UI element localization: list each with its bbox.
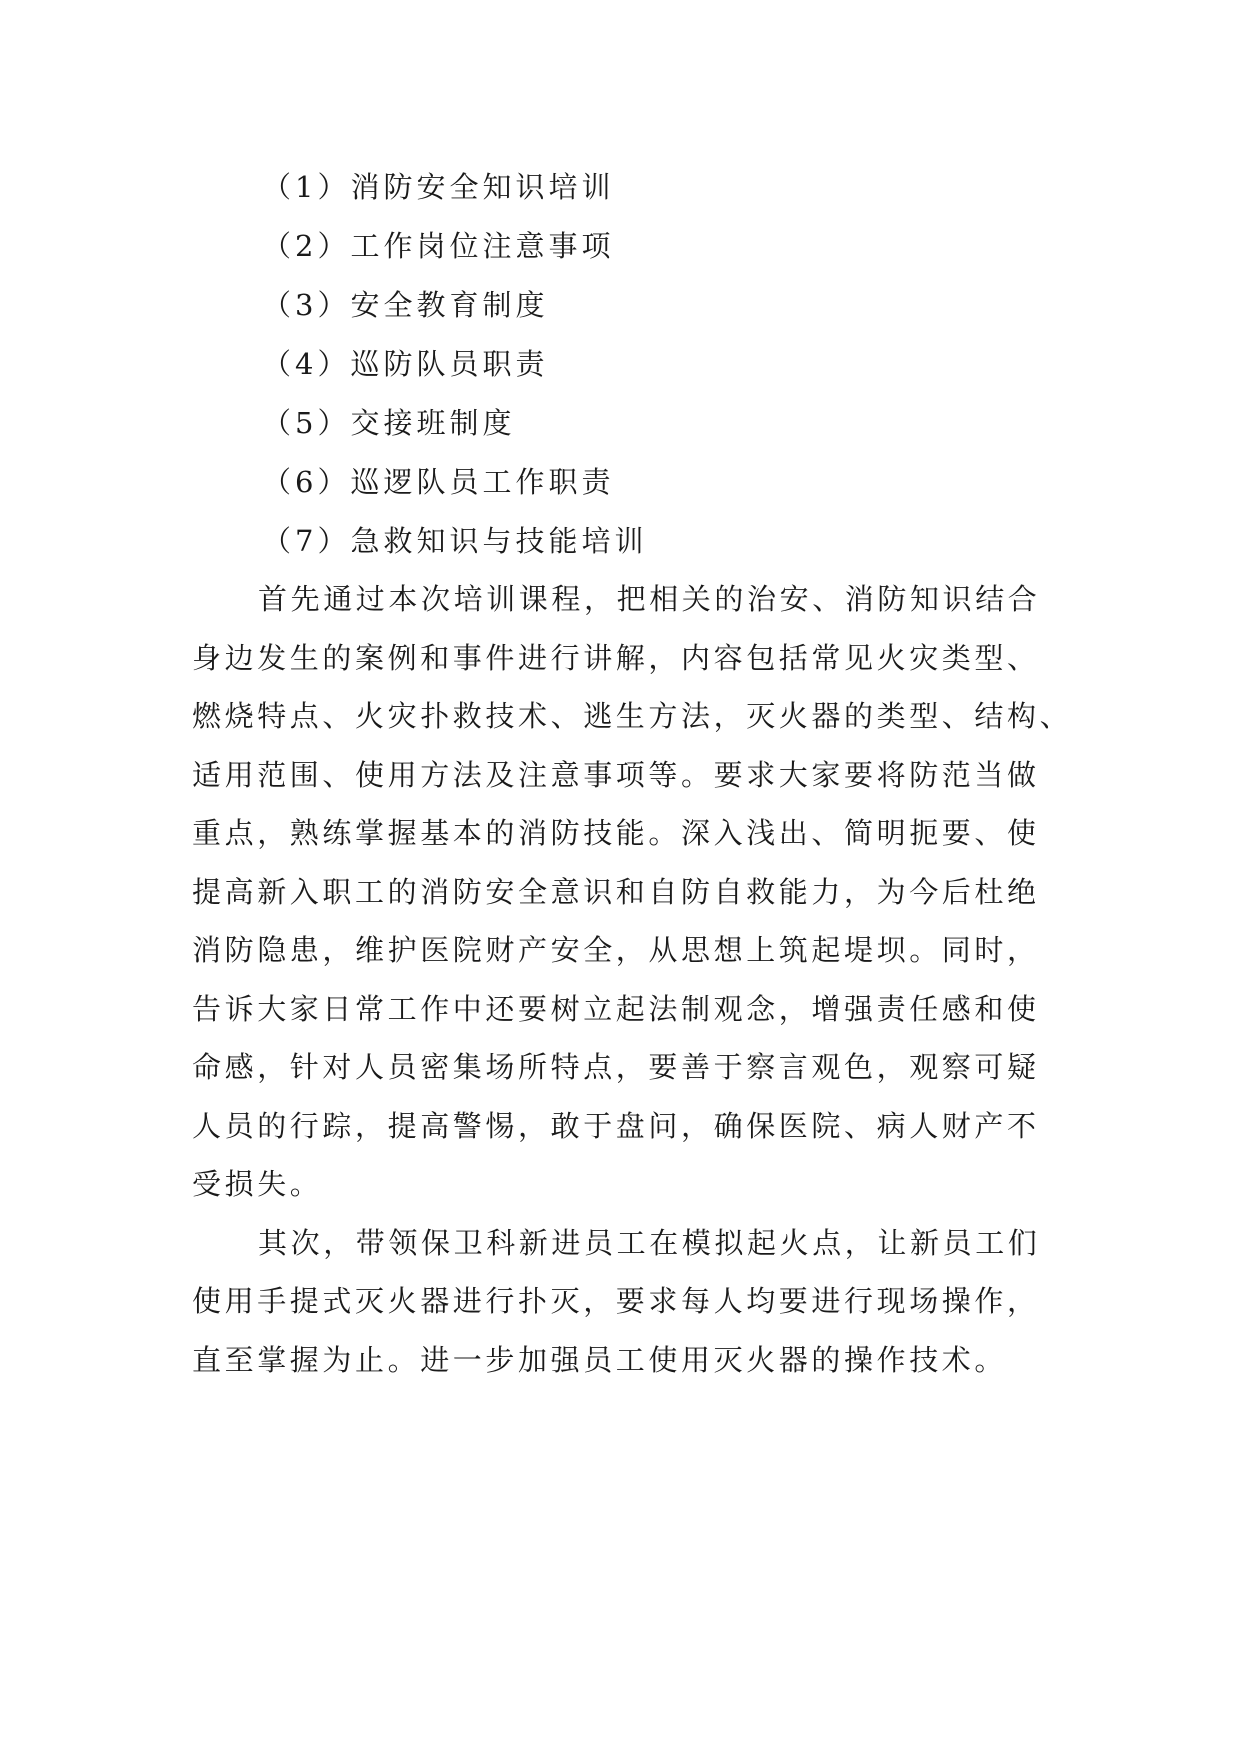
paragraph-line: 身边发生的案例和事件进行讲解，内容包括常见火灾类型、 (192, 640, 1040, 675)
paragraph-line: 重点，熟练掌握基本的消防技能。深入浅出、简明扼要、使 (192, 816, 1040, 850)
paragraph-line: 首先通过本次培训课程，把相关的治安、消防知识结合 (258, 582, 1041, 616)
paragraph-line: 消防隐患，维护医院财产安全，从思想上筑起堤坝。同时， (192, 933, 1040, 967)
paragraph-line: 提高新入职工的消防安全意识和自防自救能力，为今后杜绝 (192, 874, 1040, 909)
paragraph-line: 其次，带领保卫科新进员工在模拟起火点，让新员工们 (258, 1225, 1041, 1260)
list-item: （1）消防安全知识培训 (262, 170, 615, 204)
paragraph-line: 告诉大家日常工作中还要树立起法制观念，增强责任感和使 (192, 991, 1040, 1026)
list-item: （4）巡防队员职责 (262, 347, 549, 381)
list-item: （5）交接班制度 (262, 406, 516, 440)
list-item: （2）工作岗位注意事项 (262, 229, 615, 263)
paragraph-line: 燃烧特点、火灾扑救技术、逃生方法，灭火器的类型、结构、 (192, 699, 1073, 733)
paragraph-line: 使用手提式灭火器进行扑灭，要求每人均要进行现场操作， (192, 1284, 1040, 1318)
training-topics-list (262, 158, 1082, 571)
list-item: （7）急救知识与技能培训 (262, 524, 648, 558)
paragraph-line: 受损失。 (192, 1167, 323, 1201)
paragraph-line: 人员的行踪，提高警惕，敢于盘问，确保医院、病人财产不 (192, 1108, 1040, 1143)
paragraph-second (192, 1214, 1062, 1390)
paragraph-line: 适用范围、使用方法及注意事项等。要求大家要将防范当做 (192, 757, 1040, 792)
paragraph-line: 命感，针对人员密集场所特点，要善于察言观色，观察可疑 (192, 1050, 1040, 1084)
paragraph-line: 直至掌握为止。进一步加强员工使用灭火器的操作技术。 (192, 1342, 1008, 1377)
paragraph-first (192, 570, 1073, 1214)
list-item: （6）巡逻队员工作职责 (262, 465, 615, 499)
body-text (192, 570, 1073, 1389)
list-item: （3）安全教育制度 (262, 288, 549, 322)
